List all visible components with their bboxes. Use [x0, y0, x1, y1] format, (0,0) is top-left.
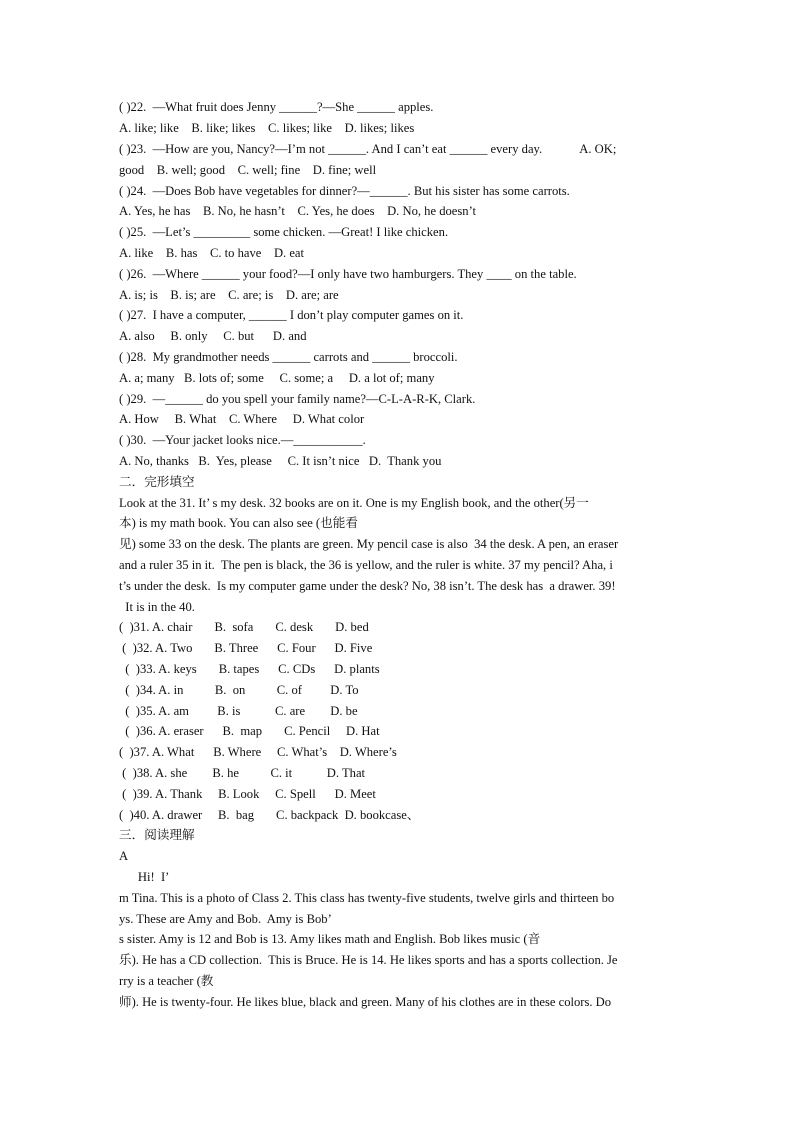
question-27: ( )27. I have a computer, ______ I don’t play computer games on it. [119, 308, 464, 322]
cloze-question-33: ( )33. A. keys B. tapes C. CDs D. plants [119, 662, 380, 676]
cloze-question-36: ( )36. A. eraser B. map C. Pencil D. Hat [119, 724, 380, 738]
question-25-options: A. like B. has C. to have D. eat [119, 246, 305, 260]
cloze-question-35: ( )35. A. am B. is C. are D. be [119, 704, 358, 718]
section-reading-heading: 三．阅读理解 [119, 828, 195, 842]
question-28: ( )28. My grandmother needs ______ carrots and ______ broccoli. [119, 350, 458, 364]
cloze-passage-line: t’s under the desk. Is my computer game under the desk? No, 38 isn’t. The desk has a drawer. 39! [119, 579, 616, 593]
cloze-question-38: ( )38. A. she B. he C. it D. That [119, 766, 366, 780]
cloze-passage-line: Look at the 31. It’ s my desk. 32 books are on it. One is my English book, and the other(另一 [119, 496, 589, 510]
question-29: ( )29. —______ do you spell your family name?—C-L-A-R-K, Clark. [119, 392, 476, 406]
question-22-options: A. like; like B. like; likes C. likes; like D. likes; likes [119, 121, 415, 135]
reading-passage-line: 师). He is twenty-four. He likes blue, black and green. Many of his clothes are in these colors. Do [119, 995, 612, 1009]
cloze-question-37: ( )37. A. What B. Where C. What’s D. Where’s [119, 745, 397, 759]
cloze-question-32: ( )32. A. Two B. Three C. Four D. Five [119, 641, 373, 655]
reading-passage-line: 乐). He has a CD collection. This is Bruce. He is 14. He likes sports and has a sports collection. Je [119, 953, 618, 967]
cloze-passage-line: and a ruler 35 in it. The pen is black, the 36 is yellow, and the ruler is white. 37 my pencil? Aha, i [119, 558, 613, 572]
question-28-options: A. a; many B. lots of; some C. some; a D. a lot of; many [119, 371, 435, 385]
question-30: ( )30. —Your jacket looks nice.—___________. [119, 433, 366, 447]
cloze-passage-line: 见) some 33 on the desk. The plants are green. My pencil case is also 34 the desk. A pen, an eraser [119, 537, 619, 551]
reading-passage-line: ys. These are Amy and Bob. Amy is Bob’ [119, 912, 332, 926]
cloze-question-39: ( )39. A. Thank B. Look C. Spell D. Meet [119, 787, 376, 801]
question-22: ( )22. —What fruit does Jenny ______?—She ______ apples. [119, 100, 434, 114]
question-23-options: good B. well; good C. well; fine D. fine; well [119, 163, 377, 177]
reading-passage-line: s sister. Amy is 12 and Bob is 13. Amy likes math and English. Bob likes music (音 [119, 932, 541, 946]
question-30-options: A. No, thanks B. Yes, please C. It isn’t nice D. Thank you [119, 454, 442, 468]
question-29-options: A. How B. What C. Where D. What color [119, 412, 365, 426]
cloze-passage-line: 本) is my math book. You can also see (也能看 [119, 516, 358, 530]
question-27-options: A. also B. only C. but D. and [119, 329, 307, 343]
cloze-passage-line: It is in the 40. [119, 600, 195, 614]
cloze-question-40: ( )40. A. drawer B. bag C. backpack D. bookcase、 [119, 808, 420, 822]
reading-passage-line: m Tina. This is a photo of Class 2. This class has twenty-five students, twelve girls and thirteen bo [119, 891, 615, 905]
cloze-question-34: ( )34. A. in B. on C. of D. To [119, 683, 359, 697]
reading-passage-line: rry is a teacher (教 [119, 974, 214, 988]
question-24: ( )24. —Does Bob have vegetables for dinner?—______. But his sister has some carrots. [119, 184, 570, 198]
question-26: ( )26. —Where ______ your food?—I only have two hamburgers. They ____ on the table. [119, 267, 577, 281]
question-24-options: A. Yes, he has B. No, he hasn’t C. Yes, he does D. No, he doesn’t [119, 204, 477, 218]
question-26-options: A. is; is B. is; are C. are; is D. are; are [119, 288, 339, 302]
question-23: ( )23. —How are you, Nancy?—I’m not ______. And I can’t eat ______ every day. A. OK; [119, 142, 617, 156]
cloze-question-31: ( )31. A. chair B. sofa C. desk D. bed [119, 620, 369, 634]
reading-passage-line: Hi! I’ [119, 870, 170, 884]
question-25: ( )25. —Let’s _________ some chicken. —Great! I like chicken. [119, 225, 449, 239]
reading-part-label: A [119, 849, 129, 863]
section-cloze-heading: 二．完形填空 [119, 475, 195, 489]
